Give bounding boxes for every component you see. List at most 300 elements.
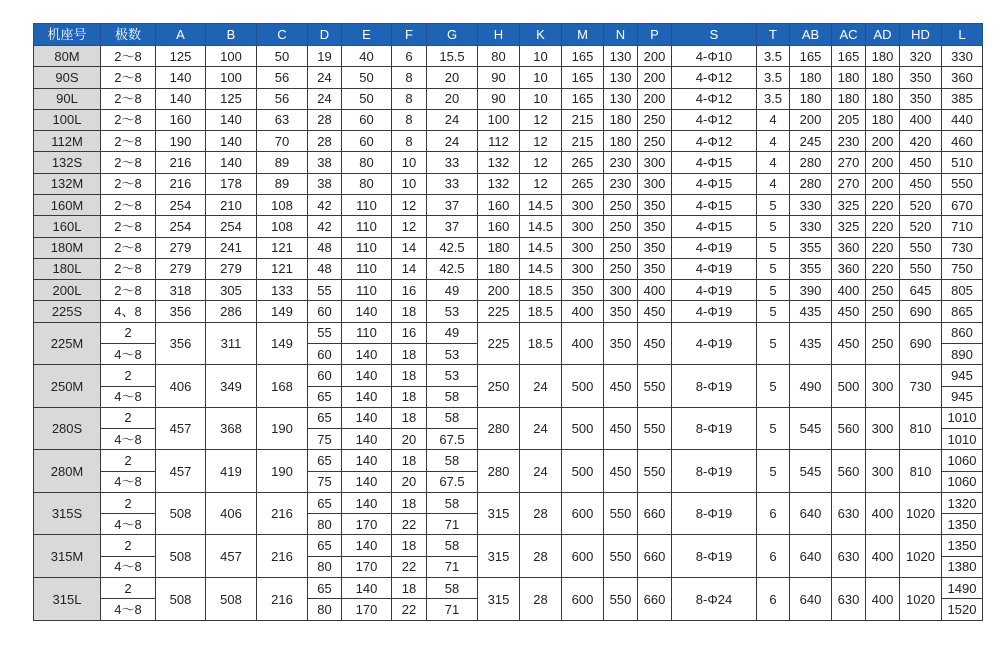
- table-cell: 2～8: [101, 67, 156, 88]
- table-cell: 18.5: [520, 280, 562, 301]
- table-cell: 132: [478, 152, 520, 173]
- table-cell: 12: [520, 173, 562, 194]
- table-cell: 1020: [900, 535, 942, 578]
- table-cell: 58: [427, 407, 478, 428]
- table-cell: 112: [478, 131, 520, 152]
- table-cell: 419: [206, 450, 257, 493]
- table-cell: 133: [257, 280, 308, 301]
- poles-cell: 2: [101, 365, 156, 386]
- table-row: [34, 194, 983, 215]
- table-row: [34, 131, 983, 152]
- table-cell: 165: [562, 88, 604, 109]
- table-cell: 356: [156, 301, 206, 322]
- table-cell: 12: [520, 152, 562, 173]
- table-row: [34, 46, 983, 67]
- table-cell: 5: [757, 280, 790, 301]
- table-cell: 385: [942, 88, 983, 109]
- table-cell: 1060: [942, 450, 983, 471]
- table-cell: 165: [832, 46, 866, 67]
- table-cell: 140: [156, 88, 206, 109]
- table-cell: 50: [342, 88, 392, 109]
- table-cell: 6: [392, 46, 427, 67]
- frame-cell: 90S: [34, 67, 101, 88]
- table-cell: 4-Φ15: [672, 152, 757, 173]
- table-cell: 5: [757, 407, 790, 450]
- table-cell: 1350: [942, 514, 983, 535]
- table-cell: 406: [156, 365, 206, 408]
- table-cell: 58: [427, 450, 478, 471]
- table-cell: 5: [757, 258, 790, 279]
- table-cell: 1520: [942, 599, 983, 621]
- frame-cell: 280S: [34, 407, 101, 450]
- frame-cell: 250M: [34, 365, 101, 408]
- table-cell: 140: [206, 152, 257, 173]
- table-cell: 435: [790, 322, 832, 365]
- column-header: K: [520, 24, 562, 46]
- table-cell: 130: [604, 46, 638, 67]
- table-cell: 168: [257, 365, 308, 408]
- table-cell: 660: [638, 578, 672, 621]
- table-cell: 18: [392, 450, 427, 471]
- table-cell: 730: [900, 365, 942, 408]
- table-cell: 3.5: [757, 88, 790, 109]
- table-cell: 16: [392, 280, 427, 301]
- table-cell: 165: [790, 46, 832, 67]
- table-cell: 24: [427, 131, 478, 152]
- motor-dimension-table: [33, 23, 983, 621]
- table-cell: 60: [342, 109, 392, 130]
- table-cell: 140: [342, 450, 392, 471]
- table-cell: 132: [478, 173, 520, 194]
- table-cell: 2～8: [101, 109, 156, 130]
- table-cell: 215: [562, 109, 604, 130]
- table-cell: 350: [638, 237, 672, 258]
- table-cell: 110: [342, 194, 392, 215]
- table-cell: 350: [638, 216, 672, 237]
- table-cell: 140: [206, 109, 257, 130]
- column-header: N: [604, 24, 638, 46]
- table-cell: 20: [427, 88, 478, 109]
- table-cell: 640: [790, 492, 832, 535]
- table-cell: 140: [342, 386, 392, 407]
- table-cell: 16: [392, 322, 427, 343]
- frame-cell: 112M: [34, 131, 101, 152]
- table-row: [34, 67, 983, 88]
- table-cell: 230: [604, 173, 638, 194]
- table-cell: 180: [832, 88, 866, 109]
- table-cell: 5: [757, 322, 790, 365]
- table-cell: 435: [790, 301, 832, 322]
- table-cell: 110: [342, 237, 392, 258]
- table-cell: 149: [257, 301, 308, 322]
- table-cell: 300: [866, 450, 900, 493]
- table-cell: 190: [156, 131, 206, 152]
- table-row: [34, 88, 983, 109]
- table-cell: 4-Φ12: [672, 131, 757, 152]
- table-cell: 180: [866, 109, 900, 130]
- table-cell: 89: [257, 152, 308, 173]
- table-cell: 65: [308, 578, 342, 599]
- table-cell: 350: [900, 88, 942, 109]
- table-cell: 140: [342, 343, 392, 364]
- table-cell: 140: [206, 131, 257, 152]
- table-cell: 245: [790, 131, 832, 152]
- table-cell: 660: [638, 535, 672, 578]
- frame-cell: 180L: [34, 258, 101, 279]
- table-cell: 640: [790, 535, 832, 578]
- table-cell: 37: [427, 216, 478, 237]
- table-cell: 190: [257, 450, 308, 493]
- table-cell: 71: [427, 556, 478, 577]
- column-header: M: [562, 24, 604, 46]
- table-cell: 12: [392, 194, 427, 215]
- table-cell: 200: [638, 67, 672, 88]
- frame-cell: 315L: [34, 578, 101, 621]
- column-header: T: [757, 24, 790, 46]
- table-cell: 330: [942, 46, 983, 67]
- table-cell: 1010: [942, 407, 983, 428]
- table-cell: 630: [832, 535, 866, 578]
- table-cell: 180: [832, 67, 866, 88]
- table-cell: 8-Φ19: [672, 365, 757, 408]
- table-cell: 100: [206, 46, 257, 67]
- table-cell: 70: [257, 131, 308, 152]
- table-cell: 368: [206, 407, 257, 450]
- table-cell: 18: [392, 492, 427, 513]
- table-cell: 865: [942, 301, 983, 322]
- table-cell: 550: [638, 365, 672, 408]
- table-cell: 200: [790, 109, 832, 130]
- table-cell: 250: [478, 365, 520, 408]
- table-cell: 205: [832, 109, 866, 130]
- table-cell: 20: [427, 67, 478, 88]
- table-cell: 80: [308, 556, 342, 577]
- table-cell: 18: [392, 578, 427, 599]
- table-cell: 14.5: [520, 216, 562, 237]
- table-cell: 50: [342, 67, 392, 88]
- table-cell: 545: [790, 450, 832, 493]
- table-cell: 230: [832, 131, 866, 152]
- table-cell: 14.5: [520, 194, 562, 215]
- table-cell: 355: [790, 237, 832, 258]
- table-row: [34, 152, 983, 173]
- header-row: [34, 24, 983, 46]
- table-cell: 80: [308, 514, 342, 535]
- column-header: C: [257, 24, 308, 46]
- table-cell: 250: [866, 280, 900, 301]
- table-cell: 20: [392, 429, 427, 450]
- table-cell: 318: [156, 280, 206, 301]
- table-cell: 400: [638, 280, 672, 301]
- table-cell: 305: [206, 280, 257, 301]
- table-cell: 10: [392, 173, 427, 194]
- table-cell: 5: [757, 194, 790, 215]
- frame-cell: 132S: [34, 152, 101, 173]
- table-cell: 450: [832, 322, 866, 365]
- table-cell: 53: [427, 343, 478, 364]
- table-cell: 200: [478, 280, 520, 301]
- table-cell: 4-Φ12: [672, 109, 757, 130]
- table-cell: 216: [257, 578, 308, 621]
- table-cell: 300: [604, 280, 638, 301]
- table-cell: 8: [392, 131, 427, 152]
- table-cell: 170: [342, 556, 392, 577]
- table-cell: 14: [392, 258, 427, 279]
- table-cell: 457: [156, 450, 206, 493]
- table-cell: 810: [900, 407, 942, 450]
- table-cell: 550: [638, 407, 672, 450]
- column-header: L: [942, 24, 983, 46]
- table-cell: 3.5: [757, 46, 790, 67]
- column-header: 极数: [101, 24, 156, 46]
- table-cell: 254: [156, 194, 206, 215]
- table-cell: 1020: [900, 578, 942, 621]
- table-cell: 19: [308, 46, 342, 67]
- table-cell: 6: [757, 578, 790, 621]
- poles-cell: 4～8: [101, 514, 156, 535]
- table-cell: 220: [866, 237, 900, 258]
- table-cell: 12: [520, 131, 562, 152]
- table-row: [34, 301, 983, 322]
- table-cell: 4: [757, 173, 790, 194]
- table-cell: 250: [604, 258, 638, 279]
- table-cell: 660: [638, 492, 672, 535]
- table-cell: 1320: [942, 492, 983, 513]
- table-cell: 550: [900, 237, 942, 258]
- table-cell: 300: [562, 194, 604, 215]
- table-cell: 3.5: [757, 67, 790, 88]
- table-cell: 5: [757, 216, 790, 237]
- table-cell: 225: [478, 322, 520, 365]
- frame-cell: 280M: [34, 450, 101, 493]
- table-cell: 28: [308, 109, 342, 130]
- table-cell: 400: [562, 301, 604, 322]
- table-cell: 8: [392, 88, 427, 109]
- table-cell: 230: [604, 152, 638, 173]
- table-cell: 90: [478, 67, 520, 88]
- table-cell: 60: [342, 131, 392, 152]
- table-cell: 355: [790, 258, 832, 279]
- table-cell: 420: [900, 131, 942, 152]
- table-cell: 220: [866, 194, 900, 215]
- table-cell: 300: [562, 258, 604, 279]
- table-cell: 360: [832, 237, 866, 258]
- table-cell: 508: [156, 578, 206, 621]
- table-cell: 508: [206, 578, 257, 621]
- table-cell: 250: [638, 109, 672, 130]
- table-cell: 42.5: [427, 237, 478, 258]
- table-cell: 550: [638, 450, 672, 493]
- table-cell: 460: [942, 131, 983, 152]
- table-cell: 108: [257, 194, 308, 215]
- table-cell: 53: [427, 301, 478, 322]
- table-cell: 140: [342, 407, 392, 428]
- table-cell: 630: [832, 578, 866, 621]
- table-cell: 80: [342, 152, 392, 173]
- table-cell: 180: [866, 67, 900, 88]
- table-cell: 110: [342, 258, 392, 279]
- table-cell: 4: [757, 131, 790, 152]
- table-cell: 200: [866, 131, 900, 152]
- table-cell: 600: [562, 535, 604, 578]
- table-cell: 140: [342, 471, 392, 492]
- table-cell: 18: [392, 301, 427, 322]
- table-cell: 315: [478, 578, 520, 621]
- table-cell: 4-Φ19: [672, 322, 757, 365]
- table-cell: 280: [790, 173, 832, 194]
- poles-cell: 2: [101, 407, 156, 428]
- table-cell: 250: [604, 216, 638, 237]
- table-cell: 18: [392, 365, 427, 386]
- table-cell: 400: [832, 280, 866, 301]
- table-cell: 18: [392, 535, 427, 556]
- table-cell: 5: [757, 237, 790, 258]
- table-cell: 100: [206, 67, 257, 88]
- table-cell: 8-Φ19: [672, 407, 757, 450]
- table-cell: 4-Φ15: [672, 216, 757, 237]
- table-cell: 560: [832, 450, 866, 493]
- table-cell: 520: [900, 194, 942, 215]
- table-cell: 690: [900, 322, 942, 365]
- table-cell: 33: [427, 173, 478, 194]
- table-cell: 55: [308, 280, 342, 301]
- table-cell: 42: [308, 194, 342, 215]
- table-cell: 457: [156, 407, 206, 450]
- table-cell: 58: [427, 492, 478, 513]
- table-cell: 121: [257, 258, 308, 279]
- table-cell: 80: [342, 173, 392, 194]
- table-cell: 215: [562, 131, 604, 152]
- table-cell: 450: [604, 450, 638, 493]
- table-cell: 28: [520, 578, 562, 621]
- table-cell: 300: [562, 216, 604, 237]
- table-cell: 18: [392, 407, 427, 428]
- poles-cell: 2: [101, 492, 156, 513]
- table-cell: 730: [942, 237, 983, 258]
- poles-cell: 2: [101, 578, 156, 599]
- table-row: [34, 535, 983, 556]
- table-cell: 300: [562, 237, 604, 258]
- table-cell: 440: [942, 109, 983, 130]
- table-cell: 300: [866, 365, 900, 408]
- table-cell: 945: [942, 365, 983, 386]
- table-cell: 4-Φ19: [672, 258, 757, 279]
- poles-cell: 4～8: [101, 556, 156, 577]
- column-header: D: [308, 24, 342, 46]
- table-cell: 550: [942, 173, 983, 194]
- table-cell: 350: [604, 301, 638, 322]
- table-cell: 10: [392, 152, 427, 173]
- table-cell: 2～8: [101, 173, 156, 194]
- frame-cell: 90L: [34, 88, 101, 109]
- table-cell: 28: [308, 131, 342, 152]
- table-cell: 300: [866, 407, 900, 450]
- table-cell: 160: [156, 109, 206, 130]
- table-cell: 406: [206, 492, 257, 535]
- table-cell: 48: [308, 258, 342, 279]
- table-cell: 110: [342, 322, 392, 343]
- table-cell: 520: [900, 216, 942, 237]
- table-cell: 8-Φ19: [672, 535, 757, 578]
- table-cell: 350: [562, 280, 604, 301]
- table-cell: 254: [156, 216, 206, 237]
- table-cell: 140: [342, 492, 392, 513]
- table-cell: 360: [942, 67, 983, 88]
- table-cell: 265: [562, 152, 604, 173]
- table-cell: 600: [562, 492, 604, 535]
- table-cell: 65: [308, 492, 342, 513]
- table-cell: 28: [520, 535, 562, 578]
- table-cell: 2～8: [101, 237, 156, 258]
- table-cell: 320: [900, 46, 942, 67]
- table-cell: 108: [257, 216, 308, 237]
- table-cell: 110: [342, 280, 392, 301]
- table-cell: 750: [942, 258, 983, 279]
- table-cell: 140: [342, 535, 392, 556]
- table-cell: 24: [520, 450, 562, 493]
- table-cell: 8: [392, 109, 427, 130]
- table-cell: 180: [866, 88, 900, 109]
- table-cell: 490: [790, 365, 832, 408]
- table-cell: 330: [790, 194, 832, 215]
- table-cell: 2～8: [101, 152, 156, 173]
- table-cell: 450: [832, 301, 866, 322]
- table-cell: 10: [520, 88, 562, 109]
- frame-cell: 315S: [34, 492, 101, 535]
- table-cell: 216: [257, 535, 308, 578]
- table-cell: 280: [478, 407, 520, 450]
- table-cell: 890: [942, 343, 983, 364]
- table-cell: 49: [427, 280, 478, 301]
- table-cell: 600: [562, 578, 604, 621]
- column-header: A: [156, 24, 206, 46]
- table-cell: 1060: [942, 471, 983, 492]
- table-cell: 500: [562, 365, 604, 408]
- table-cell: 200: [638, 88, 672, 109]
- table-cell: 630: [832, 492, 866, 535]
- column-header: AD: [866, 24, 900, 46]
- frame-cell: 200L: [34, 280, 101, 301]
- table-cell: 178: [206, 173, 257, 194]
- table-cell: 80: [478, 46, 520, 67]
- table-cell: 71: [427, 514, 478, 535]
- table-cell: 28: [520, 492, 562, 535]
- table-row: [34, 280, 983, 301]
- table-cell: 270: [832, 152, 866, 173]
- table-cell: 279: [156, 258, 206, 279]
- table-cell: 12: [520, 109, 562, 130]
- table-row: [34, 237, 983, 258]
- table-cell: 349: [206, 365, 257, 408]
- table-cell: 500: [562, 450, 604, 493]
- table-cell: 450: [638, 301, 672, 322]
- table-cell: 311: [206, 322, 257, 365]
- table-cell: 325: [832, 194, 866, 215]
- table-cell: 4: [757, 109, 790, 130]
- table-cell: 805: [942, 280, 983, 301]
- table-cell: 2～8: [101, 46, 156, 67]
- frame-cell: 225M: [34, 322, 101, 365]
- table-cell: 22: [392, 599, 427, 621]
- table-cell: 67.5: [427, 429, 478, 450]
- poles-cell: 4～8: [101, 343, 156, 364]
- table-cell: 550: [604, 492, 638, 535]
- table-cell: 24: [520, 407, 562, 450]
- table-cell: 160: [478, 194, 520, 215]
- table-cell: 58: [427, 386, 478, 407]
- table-cell: 180: [866, 46, 900, 67]
- table-cell: 160: [478, 216, 520, 237]
